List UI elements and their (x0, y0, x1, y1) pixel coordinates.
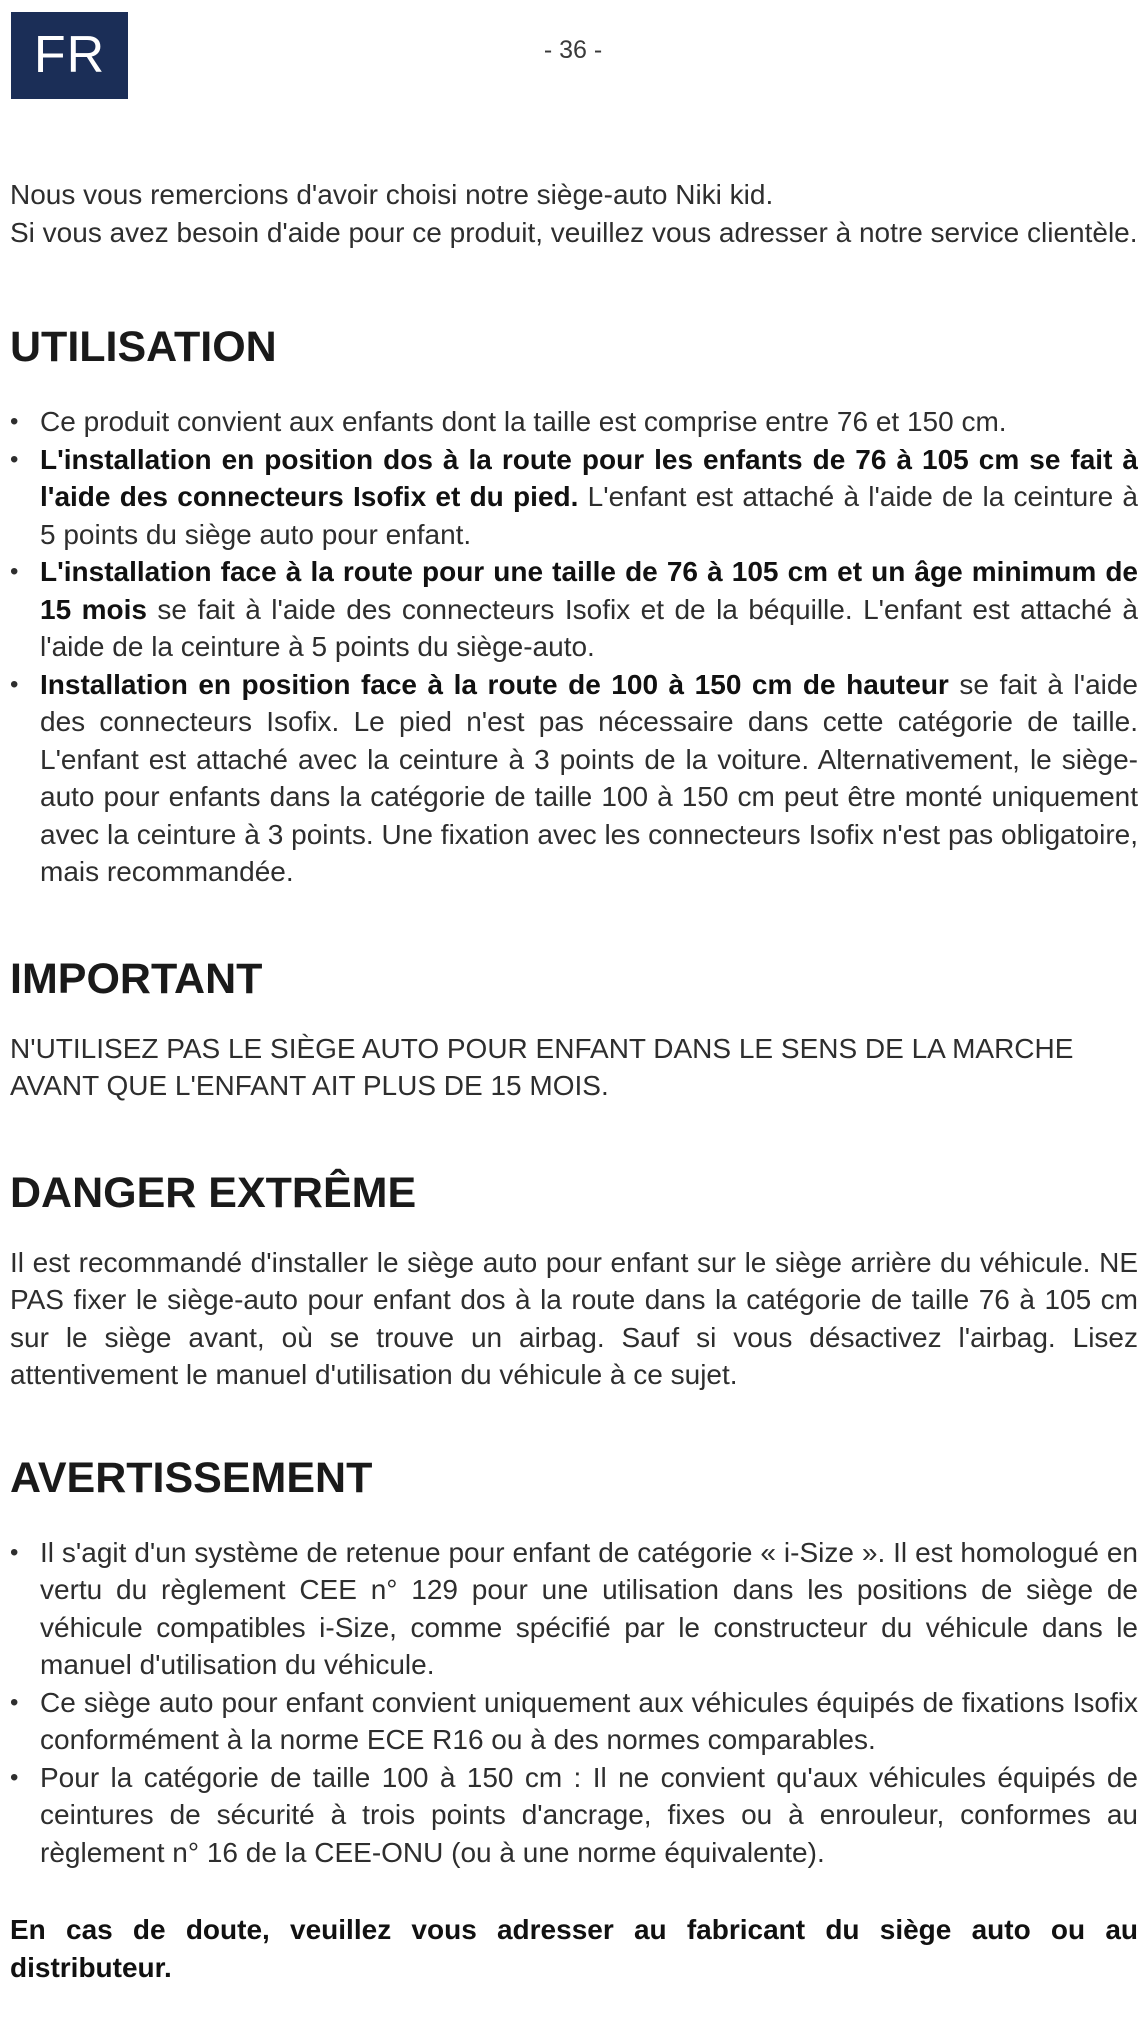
list-item: • Pour la catégorie de taille 100 à 150 cm : Il ne convient qu'aux véhicules équipés de ceintures de sécurité à trois points d'ancrage, fixes ou à enrouleur, conformes au règlement n° 16 de la CEE-ONU (ou à une norme équivalente). (10, 1759, 1138, 1872)
avertissement-heading: AVERTISSEMENT (10, 1453, 373, 1502)
list-item: • Il s'agit d'un système de retenue pour enfant de catégorie « i-Size ». Il est homologué en vertu du règlement CEE n° 129 pour une utilisation dans les positions de siège de véhicule compatibles i-Size, comme spécifié par le constructeur du véhicule dans le manuel d'utilisation du véhicule. (10, 1534, 1138, 1684)
list-item: • Ce produit convient aux enfants dont la taille est comprise entre 76 et 150 cm. (10, 403, 1138, 441)
intro-line-2: Si vous avez besoin d'aide pour ce produit, veuillez vous adresser à notre service clientèle. (10, 216, 1138, 248)
list-item: • L'installation face à la route pour une taille de 76 à 105 cm et un âge minimum de 15 mois se fait à l'aide des connecteurs Isofix et de la béquille. L'enfant est attaché à l'aide de la ceinture à 5 points du siège-auto. (10, 553, 1138, 666)
important-text: N'UTILISEZ PAS LE SIÈGE AUTO POUR ENFANT DANS LE SENS DE LA MARCHE AVANT QUE L'ENFANT AIT PLUS DE 15 MOIS. (10, 1032, 1074, 1101)
list-item: • L'installation en position dos à la route pour les enfants de 76 à 105 cm se fait à l'aide des connecteurs Isofix et du pied. L'enfant est attaché à l'aide de la ceinture à 5 points du siège auto pour enfant. (10, 441, 1138, 554)
important-heading: IMPORTANT (10, 954, 263, 1003)
intro-section (10, 176, 1138, 251)
list-item: • Installation en position face à la route de 100 à 150 cm de hauteur se fait à l'aide des connecteurs Isofix. Le pied n'est pas nécessaire dans cette catégorie de taille. L'enfant est attaché avec la ceinture à 3 points de la voiture. Alternativement, le siège-auto pour enfants dans la catégorie de taille 100 à 150 cm peut être monté uniquement avec la ceinture à 3 points. Une fixation avec les connecteurs Isofix n'est pas obligatoire, mais recommandée. (10, 666, 1138, 891)
danger-text: Il est recommandé d'installer le siège auto pour enfant sur le siège arrière du véhicule. NE PAS fixer le siège-auto pour enfant dos à la route dans la catégorie de taille 76 à 105 cm sur le siège avant, où se trouve un airbag. Sauf si vous désactivez l'airbag. Lisez attentivement le manuel d'utilisation du véhicule à ce sujet. (10, 1246, 1138, 1390)
page-content (10, 176, 1138, 1986)
danger-heading: DANGER EXTRÊME (10, 1168, 417, 1217)
language-badge: FR (11, 12, 128, 99)
closing-note: En cas de doute, veuillez vous adresser au fabricant du siège auto ou au distributeur. (10, 1914, 1138, 1983)
page-number: - 36 - (543, 36, 603, 64)
list-item: • Ce siège auto pour enfant convient uniquement aux véhicules équipés de fixations Isofix conformément à la norme ECE R16 ou à des normes comparables. (10, 1684, 1138, 1759)
avertissement-list (10, 1534, 1138, 1872)
intro-line-1: Nous vous remercions d'avoir choisi notre siège-auto Niki kid. (10, 179, 774, 210)
utilisation-heading: UTILISATION (10, 323, 277, 371)
utilisation-list (10, 403, 1138, 891)
